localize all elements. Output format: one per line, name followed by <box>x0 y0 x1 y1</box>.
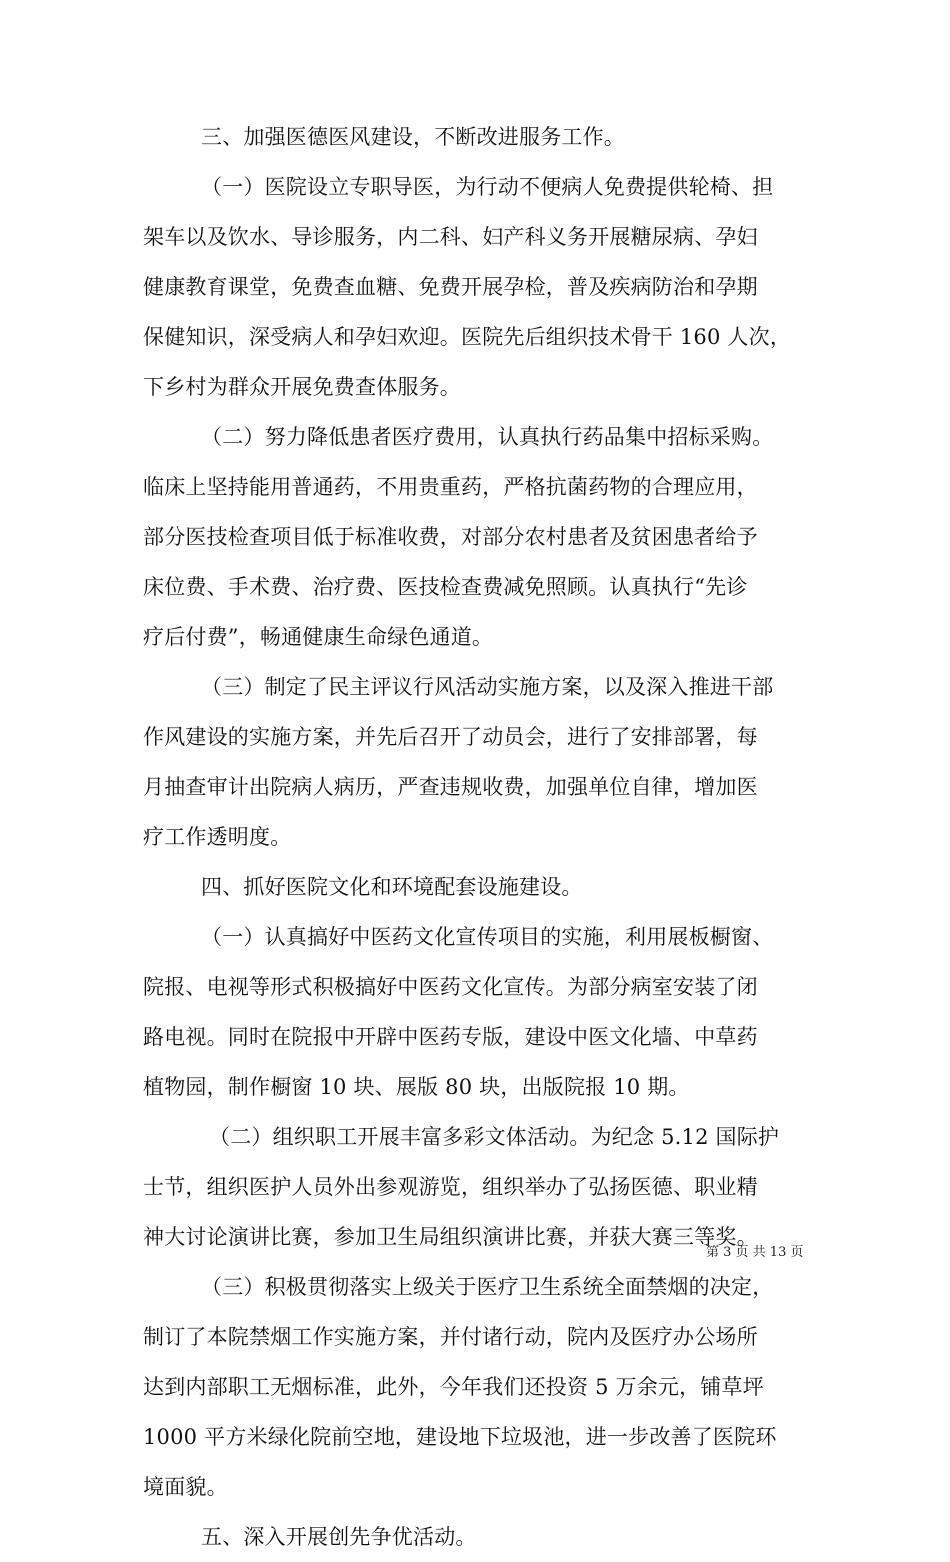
paragraph-line: （三）积极贯彻落实上级关于医疗卫生系统全面禁烟的决定， <box>201 1275 774 1299</box>
paragraph-line: 士节，组织医护人员外出参观游览，组织举办了弘扬医德、职业精 <box>143 1175 758 1199</box>
paragraph-line: 架车以及饮水、导诊服务，内二科、妇产科义务开展糖尿病、孕妇 <box>143 225 758 249</box>
paragraph-line: （一）认真搞好中医药文化宣传项目的实施，利用展板橱窗、 <box>201 925 774 949</box>
paragraph-line: 1000 平方米绿化院前空地，建设地下垃圾池，进一步改善了医院环 <box>143 1425 777 1449</box>
paragraph-line: 植物园，制作橱窗 10 块、展版 80 块，出版院报 10 期。 <box>143 1075 690 1099</box>
section-heading: 五、深入开展创先争优活动。 <box>201 1525 477 1549</box>
paragraph-line: 神大讨论演讲比赛，参加卫生局组织演讲比赛，并获大赛三等奖。 <box>143 1225 758 1249</box>
section-heading: 四、抓好医院文化和环境配套设施建设。 <box>201 875 583 899</box>
paragraph-line: 作风建设的实施方案，并先后召开了动员会，进行了安排部署，每 <box>143 725 758 749</box>
paragraph-line: 路电视。同时在院报中开辟中医药专版，建设中医文化墙、中草药 <box>143 1025 758 1049</box>
paragraph-line: 疗工作透明度。 <box>143 825 292 849</box>
paragraph-line: 下乡村为群众开展免费查体服务。 <box>143 375 461 399</box>
section-heading: 三、加强医德医风建设，不断改进服务工作。 <box>201 125 625 149</box>
page-number: 第 3 页 共 13 页 <box>706 1245 804 1260</box>
paragraph-line: 疗后付费”，畅通健康生命绿色通道。 <box>143 625 494 649</box>
paragraph-line: 部分医技检查项目低于标准收费，对部分农村患者及贫困患者给予 <box>143 525 758 549</box>
paragraph-line: 床位费、手术费、治疗费、医技检查费减免照顾。认真执行“先诊 <box>143 575 748 599</box>
paragraph-line: 境面貌。 <box>143 1475 228 1499</box>
paragraph-line: （二）组织职工开展丰富多彩文体活动。为纪念 5.12 国际护 <box>209 1125 780 1149</box>
paragraph-line: （三）制定了民主评议行风活动实施方案，以及深入推进干部 <box>201 675 774 699</box>
paragraph-line: 达到内部职工无烟标准，此外，今年我们还投资 5 万余元，铺草坪 <box>143 1375 764 1399</box>
paragraph-line: 保健知识，深受病人和孕妇欢迎。医院先后组织技术骨干 160 人次， <box>143 325 792 349</box>
paragraph-line: 制订了本院禁烟工作实施方案，并付诸行动，院内及医疗办公场所 <box>143 1325 758 1349</box>
paragraph-line: 月抽查审计出院病人病历，严查违规收费，加强单位自律，增加医 <box>143 775 758 799</box>
document-body <box>143 112 815 1562</box>
paragraph-line: （一）医院设立专职导医，为行动不便病人免费提供轮椅、担 <box>201 175 774 199</box>
paragraph-line: 院报、电视等形式积极搞好中医药文化宣传。为部分病室安装了闭 <box>143 975 758 999</box>
paragraph-line: 临床上坚持能用普通药，不用贵重药，严格抗菌药物的合理应用， <box>143 475 758 499</box>
paragraph-line: 健康教育课堂，免费查血糖、免费开展孕检，普及疾病防治和孕期 <box>143 275 758 299</box>
paragraph-line: （二）努力降低患者医疗费用，认真执行药品集中招标采购。 <box>201 425 774 449</box>
